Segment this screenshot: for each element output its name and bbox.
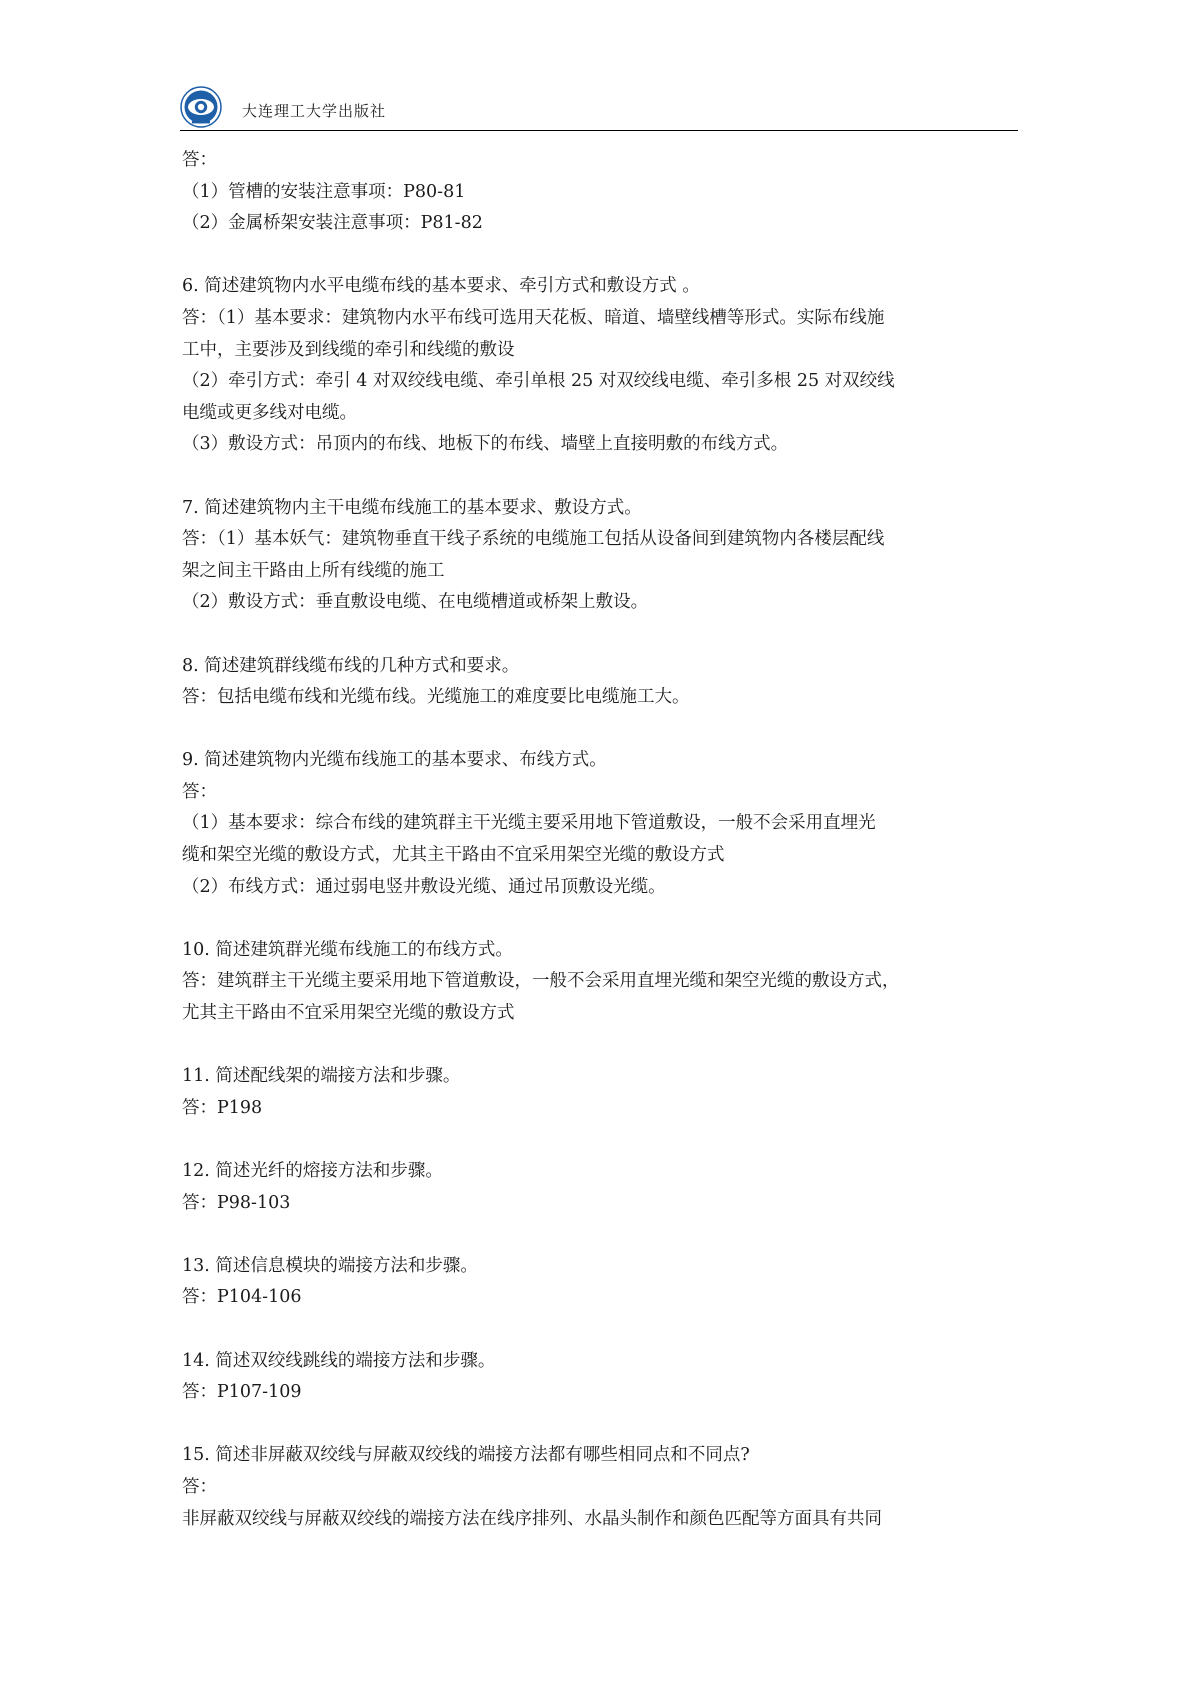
question-text: 11. 简述配线架的端接方法和步骤。 — [182, 1066, 461, 1087]
qa-section — [182, 461, 1022, 619]
section-spacer — [182, 461, 1022, 493]
section-spacer — [182, 1030, 1022, 1062]
qa-section — [182, 1314, 1022, 1409]
answer-section — [182, 145, 1022, 240]
answer-line: 答：包括电缆布线和光缆布线。光缆施工的难度要比电缆施工大。 — [182, 687, 690, 708]
answer-line: 答：（1）基本妖气：建筑物垂直干线子系统的电缆施工包括从设备间到建筑物内各楼层配线 — [182, 529, 885, 550]
answer-line: （1）基本要求：综合布线的建筑群主干光缆主要采用地下管道敷设，一般不会采用直埋光 — [182, 813, 876, 834]
section-spacer — [182, 903, 1022, 935]
section-spacer — [182, 1314, 1022, 1346]
question-text: 8. 简述建筑群线缆布线的几种方式和要求。 — [182, 655, 520, 676]
answer-line: 架之间主干路由上所有线缆的施工 — [182, 560, 445, 581]
header-divider — [180, 130, 1018, 131]
answer-line: 答：建筑群主干光缆主要采用地下管道敷设，一般不会采用直埋光缆和架空光缆的敷设方式， — [182, 971, 900, 992]
question-text: 10. 简述建筑群光缆布线施工的布线方式。 — [182, 939, 513, 960]
section-spacer — [182, 1219, 1022, 1251]
qa-section — [182, 240, 1022, 461]
answer-line: 答：（1）基本要求：建筑物内水平布线可选用天花板、暗道、墙壁线槽等形式。实际布线施 — [182, 307, 885, 328]
qa-section — [182, 1219, 1022, 1314]
document-body — [182, 145, 1022, 1535]
qa-section — [182, 1124, 1022, 1219]
publisher-name: 大连理工大学出版社 — [242, 102, 387, 120]
answer-line: （2）布线方式：通过弱电竖井敷设光缆、通过吊顶敷设光缆。 — [182, 876, 666, 897]
answer-line: （2）牵引方式：牵引 4 对双绞线电缆、牵引单根 25 对双绞线电缆、牵引多根 25 对双绞线 — [182, 371, 895, 392]
answer-line: 答：P104-106 — [182, 1287, 302, 1308]
answer-line: 答：P198 — [182, 1097, 263, 1118]
qa-section — [182, 714, 1022, 904]
qa-section — [182, 619, 1022, 714]
qa-section — [182, 903, 1022, 1029]
question-text: 13. 简述信息模块的端接方法和步骤。 — [182, 1255, 478, 1276]
answer-line: （2）敷设方式：垂直敷设电缆、在电缆槽道或桥架上敷设。 — [182, 592, 649, 613]
answer-line: 电缆或更多线对电缆。 — [182, 402, 357, 423]
answer-line: 尤其主干路由不宜采用架空光缆的敷设方式 — [182, 1003, 515, 1024]
question-text: 7. 简述建筑物内主干电缆布线施工的基本要求、敷设方式。 — [182, 497, 642, 518]
answer-line: （2）金属桥架安装注意事项：P81-82 — [182, 213, 483, 234]
page-header — [180, 86, 1018, 132]
section-spacer — [182, 619, 1022, 651]
answer-line: 缆和架空光缆的敷设方式，尤其主干路由不宜采用架空光缆的敷设方式 — [182, 845, 725, 866]
question-text: 15. 简述非屏蔽双绞线与屏蔽双绞线的端接方法都有哪些相同点和不同点? — [182, 1445, 750, 1466]
answer-line: 答：P107-109 — [182, 1382, 302, 1403]
section-spacer — [182, 1124, 1022, 1156]
answer-line: 答： — [182, 150, 217, 170]
qa-section — [182, 1409, 1022, 1535]
answer-line: 答： — [182, 781, 217, 802]
answer-line: 答： — [182, 1476, 217, 1497]
question-text: 14. 简述双绞线跳线的端接方法和步骤。 — [182, 1350, 496, 1371]
answer-line: （3）敷设方式：吊顶内的布线、地板下的布线、墙壁上直接明敷的布线方式。 — [182, 434, 789, 455]
answer-line: 答：P98-103 — [182, 1192, 291, 1213]
question-text: 12. 简述光纤的熔接方法和步骤。 — [182, 1161, 443, 1181]
answer-line: （1）管槽的安装注意事项：P80-81 — [182, 181, 466, 202]
section-spacer — [182, 714, 1022, 746]
qa-section — [182, 1030, 1022, 1125]
section-spacer — [182, 1409, 1022, 1441]
publisher-logo-icon — [180, 86, 222, 128]
answer-line: 非屏蔽双绞线与屏蔽双绞线的端接方法在线序排列、水晶头制作和颜色匹配等方面具有共同 — [182, 1508, 882, 1529]
question-text: 9. 简述建筑物内光缆布线施工的基本要求、布线方式。 — [182, 750, 607, 771]
question-text: 6. 简述建筑物内水平电缆布线的基本要求、牵引方式和敷设方式 。 — [182, 276, 700, 297]
answer-line: 工中，主要涉及到线缆的牵引和线缆的敷设 — [182, 339, 515, 360]
section-spacer — [182, 240, 1022, 272]
